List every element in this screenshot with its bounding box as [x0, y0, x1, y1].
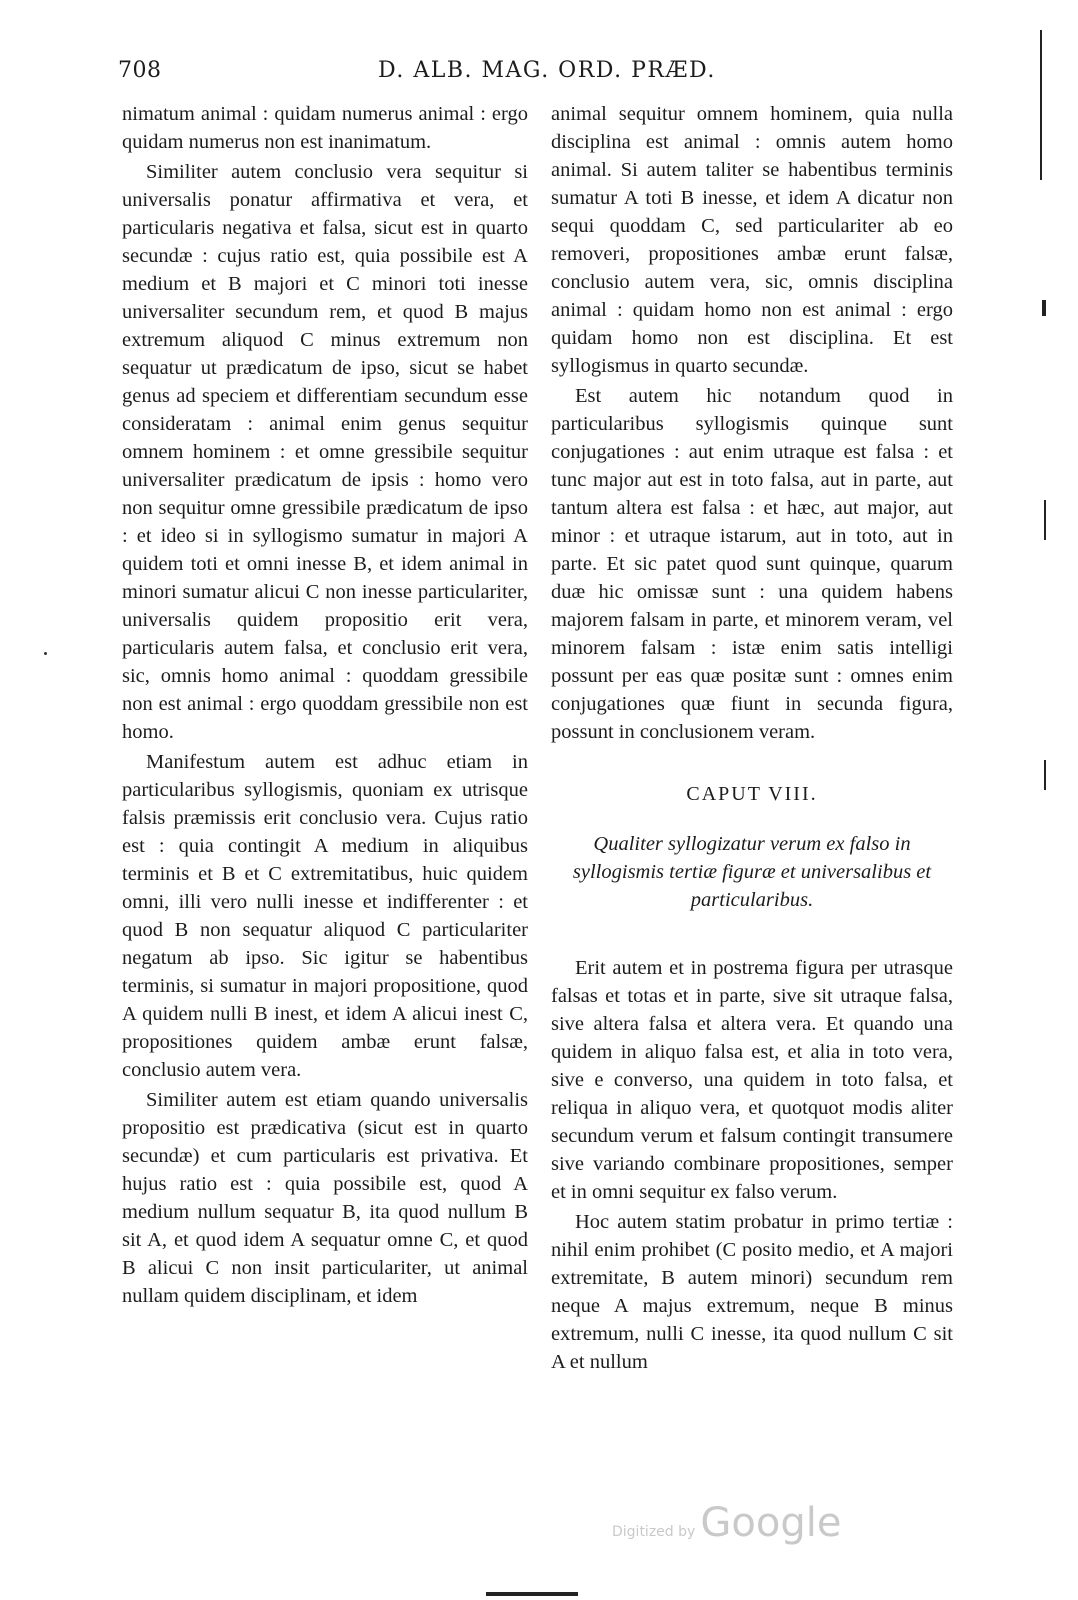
paragraph: Erit autem et in postrema figura per utrasque falsas et totas et in parte, sive sit utraque falsa, sive altera falsa et altera vera. Et quando una quidem in aliquo falsa est, et alia in toto vera, sive e converso, una quidem in toto falsa, et reliqua in aliquo vera, et quotquot modis aliter secundum verum et falsum contingit transumere sive variando combinare propositiones, semper et in omni sequitur ex falso verum. — [551, 957, 953, 1203]
watermark-prefix: Digitized by — [612, 1524, 696, 1540]
paragraph: animal sequitur omnem hominem, quia nulla disciplina est animal : omnis autem homo animal. Si autem taliter se habentibus terminis sumatur A toti B inesse, et idem A dicatur non sequi quoddam C, sed particulariter ab eo removeri, propositiones ambæ erunt falsæ, conclusio autem vera, sic, omnis disciplina animal : quidam homo non est animal : ergo quidam homo non est disciplina. Et est syllogismus in quarto secundæ. — [551, 103, 953, 377]
chapter-title: CAPUT VIII. — [686, 783, 818, 805]
digitized-by-google-watermark — [612, 1500, 841, 1546]
page-number: 708 — [118, 58, 162, 83]
right-column — [551, 100, 953, 1378]
running-head: D. ALB. MAG. ORD. PRÆD. — [378, 58, 716, 83]
chapter-subtitle: Qualiter syllogizatur verum ex falso in syllogismis tertiæ figuræ et universalibus et particularibus. — [572, 833, 932, 911]
scan-edge-mark — [1044, 500, 1046, 540]
watermark-logo: Google — [700, 1500, 842, 1546]
paragraph: Similiter autem conclusio vera sequitur si universalis ponatur affirmativa et vera, et particularis negativa et falsa, sicut est in quarto secundæ : cujus ratio est, quia possibile est A medium et B majori et C minori toti inesse universaliter secundum rem, et quod B majus extremum aliquod C minus extremum non sequatur ut prædicatum de ipso, sicut se habet genus ad speciem et differentiam secundum esse consideratam : animal enim genus sequitur omnem hominem : et omne gressibile sequitur universaliter prædicatum de ipsis : homo vero non sequitur omne gressibile prædicatum de ipso : et ideo si in syllogismo sumatur in majori A quidem toti et omni inesse B, et idem animal in minori sumatur alicui C non inesse particulariter, universalis quidem propositio erit vera, particularis autem falsa, et conclusio erit vera, sic, omnis homo animal : quoddam gressibile non est animal : ergo quoddam gressibile non est homo. — [122, 161, 528, 743]
stray-dot — [44, 652, 47, 655]
paragraph: Hoc autem statim probatur in primo tertiæ : nihil enim prohibet (C posito medio, et A majori extremitate, B autem minori) secundum rem neque A majus extremum, neque B minus extremum, nulli C inesse, ita quod nullum C sit A et nullum — [551, 1211, 953, 1373]
left-column — [122, 100, 528, 1312]
scan-edge-mark — [1040, 30, 1042, 180]
paragraph: nimatum animal : quidam numerus animal : ergo quidam numerus non est inanimatum. — [122, 103, 528, 153]
scan-edge-mark — [1044, 760, 1046, 790]
paragraph: Est autem hic notandum quod in particularibus syllogismis quinque sunt conjugationes : aut enim utraque est falsa : et tunc major aut est in toto falsa, aut in parte, aut tantum altera est falsa : et hæc, aut major, aut minor : et utraque istarum, aut in toto, aut in parte. Et sic patet quod sunt quinque, quarum duæ hic omissæ sunt : una quidem habens majorem falsam in parte, et minorem veram, vel minorem falsam : istæ enim satis intelligi possunt per eas quæ positæ sunt : omnes enim conjugationes quæ fiunt in secunda figura, possunt in conclusionem veram. — [551, 385, 953, 743]
paragraph: Similiter autem est etiam quando universalis propositio est prædicativa (sicut est in quarto secundæ) et cum particularis est privativa. Et hujus ratio est : quia possibile est, quod A medium nullum sequatur B, ita quod nullum B sit A, et quod idem A sequatur omne C, et quod B alicui C non insit particulariter, ut animal nullam quidem disciplinam, et idem — [122, 1089, 528, 1307]
scan-bottom-rule — [486, 1592, 578, 1596]
scan-edge-mark — [1042, 300, 1046, 316]
paragraph: Manifestum autem est adhuc etiam in particularibus syllogismis, quoniam ex utrisque falsis præmissis erit conclusio vera. Cujus ratio est : quia contingit A medium in aliquibus terminis et B et C extremitatibus, huic quidem omni, illi vero nulli inesse et indifferenter : et quod B non sequatur aliquod C particulariter negatum ab ipso. Sic igitur se habentibus terminis, si sumatur in majori propositione, quod A quidem nulli B inest, et idem A alicui inest C, propositiones quidem ambæ erunt falsæ, conclusio autem vera. — [122, 751, 528, 1081]
